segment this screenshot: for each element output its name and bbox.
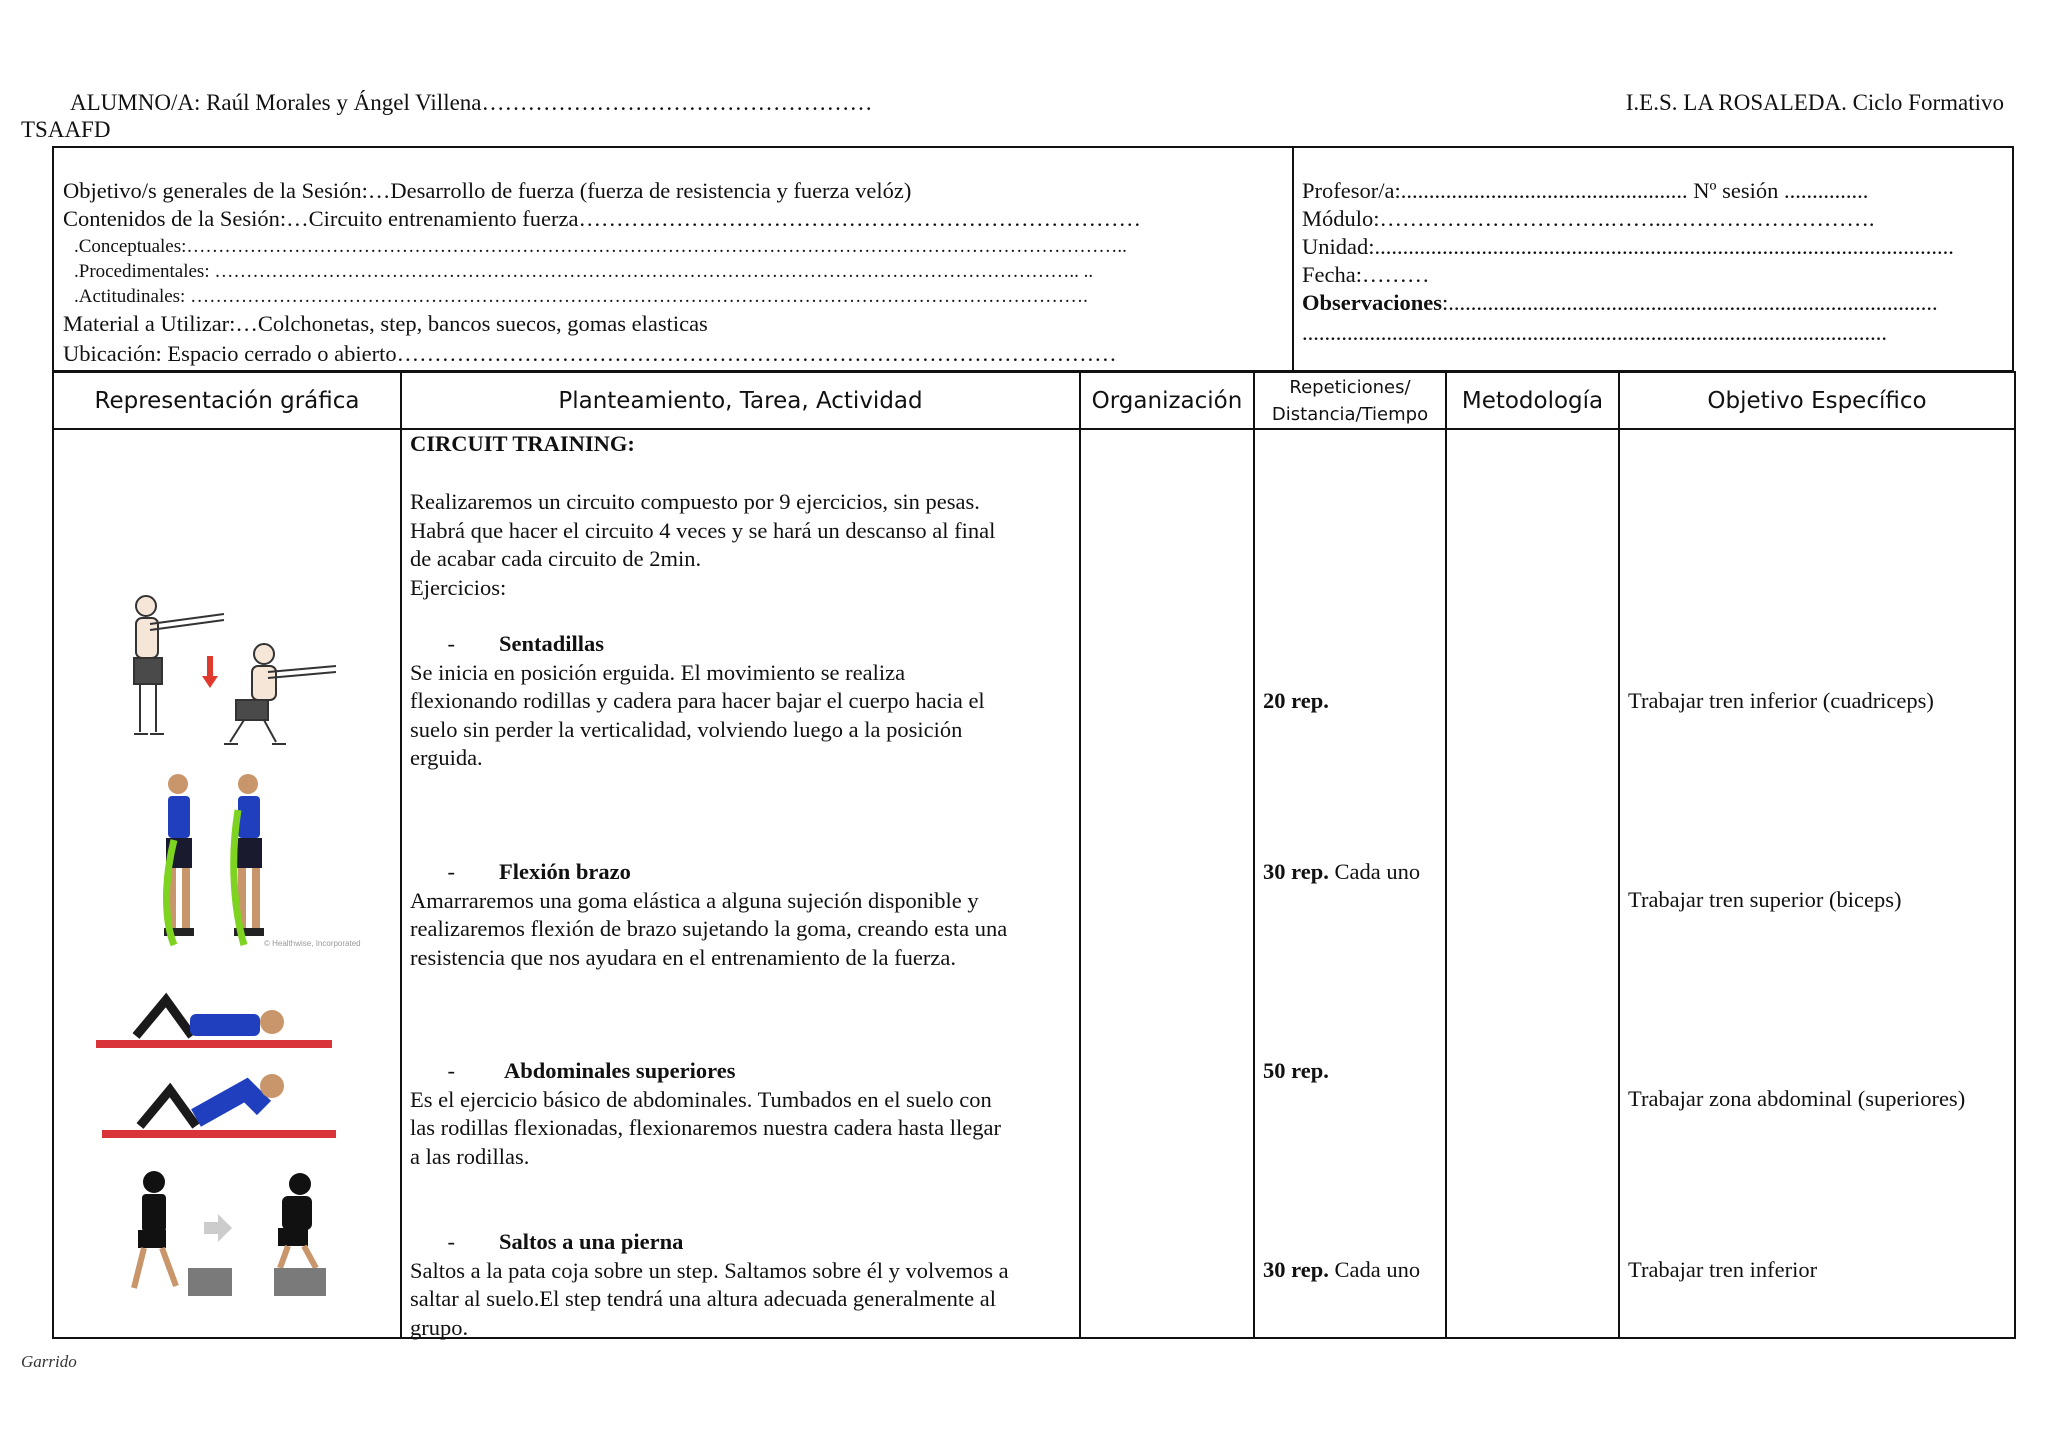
exercise-block <box>410 1228 1075 1342</box>
session-objectives: Objetivo/s generales de la Sesión:…Desarrollo de fuerza (fuerza de resistencia y fuerza velóz) <box>63 178 912 203</box>
crunch-illustration <box>96 978 336 1148</box>
exercise-title: - Abdominales superiores <box>447 1058 736 1083</box>
col-header-graphic: Representación gráfica <box>53 372 401 429</box>
footer-signature: Garrido <box>21 1352 77 1371</box>
exercise-desc-line: grupo. <box>410 1314 469 1340</box>
reps-value: 20 rep. <box>1263 688 1329 713</box>
exercise-desc-line: Se inicia en posición erguida. El movimiento se realiza <box>410 659 906 685</box>
col-header-objective: Objetivo Específico <box>1619 372 2015 429</box>
graphic-cell <box>53 429 401 1338</box>
reps-value: 30 rep. Cada uno <box>1263 1257 1421 1282</box>
col-header-methodology: Metodología <box>1446 372 1619 429</box>
session-plan-table <box>52 371 2016 1339</box>
exercise-desc-line: suelo sin perder la verticalidad, volviendo luego a la posición <box>410 716 963 742</box>
exercise-block <box>410 630 1075 773</box>
attitudinal-line: .Actitudinales: ……………………………………………………………………………………………………………………………. <box>74 286 1088 307</box>
specific-objective: Trabajar tren inferior (cuadriceps) <box>1628 688 1934 713</box>
exercise-desc-line: flexionando rodillas y cadera para hacer bajar el cuerpo hacia el <box>410 688 985 713</box>
image-caption: © Healthwise, Incorporated <box>264 939 361 948</box>
exercise-desc-line: saltar al suelo.El step tendrá una altura adecuada generalmente al <box>410 1286 996 1311</box>
circuit-intro <box>410 488 995 602</box>
material-line: Material a Utilizar:…Colchonetas, step, bancos suecos, gomas elasticas <box>63 311 708 336</box>
info-divider <box>1292 148 1294 370</box>
specific-objective: Trabajar tren superior (biceps) <box>1628 887 1902 912</box>
circuit-title: CIRCUIT TRAINING: <box>410 431 635 456</box>
intro-line: de acabar cada circuito de 2min. <box>410 546 702 571</box>
specific-objective: Trabajar tren inferior <box>1628 1257 1818 1282</box>
intro-line: Realizaremos un circuito compuesto por 9 ejercicios, sin pesas. <box>410 489 980 514</box>
cycle-code: TSAAFD <box>21 117 111 142</box>
observations-dots: :....................................................................................... <box>1442 290 1938 315</box>
jump-illustration <box>104 1168 344 1318</box>
methodology-cell <box>1446 429 1619 1338</box>
exercise-desc-line: Amarraremos una goma elástica a alguna sujeción disponible y <box>410 887 979 913</box>
conceptual-line: .Conceptuales:………………………………………………………………………………………………………………………………….. <box>74 236 1127 257</box>
table-header-row <box>53 372 2015 429</box>
organization-cell <box>1080 429 1254 1338</box>
observations-field <box>1302 290 2007 316</box>
module-field: Módulo:………………………….……..………………………. <box>1302 206 1875 231</box>
exercise-desc-line: erguida. <box>410 745 483 770</box>
intro-line: Ejercicios: <box>410 574 507 600</box>
exercise-desc-line: Saltos a la pata coja sobre un step. Saltamos sobre él y volvemos a <box>410 1257 1009 1283</box>
repetitions-cell <box>1254 429 1446 1338</box>
exercise-desc-line: las rodillas flexionadas, flexionaremos nuestra cadera hasta llegar <box>410 1115 1002 1140</box>
exercise-desc-line: a las rodillas. <box>410 1143 530 1169</box>
exercise-block <box>410 1057 1075 1171</box>
col-header-repetitions: Repeticiones/ Distancia/Tiempo <box>1254 372 1446 429</box>
exercise-title: - Saltos a una pierna <box>447 1229 684 1254</box>
exercise-desc-line: realizaremos flexión de brazo sujetando la goma, creando esta una <box>410 916 1008 941</box>
specific-objective: Trabajar zona abdominal (superiores) <box>1628 1086 1966 1111</box>
procedural-line: .Procedimentales: ……………………………………………………………………………………………………………………….. .. <box>74 261 1094 282</box>
session-info-box <box>52 146 2014 372</box>
exercise-title: - Flexión brazo <box>447 859 631 884</box>
reps-value: 50 rep. <box>1263 1058 1329 1083</box>
unit-field: Unidad:....................................................................................................... <box>1302 234 1954 259</box>
col-header-task: Planteamiento, Tarea, Actividad <box>401 372 1080 429</box>
col-header-organization: Organización <box>1080 372 1254 429</box>
objective-cell <box>1619 429 2015 1338</box>
exercise-block <box>410 858 1075 972</box>
exercise-desc-line: Es el ejercicio básico de abdominales. Tumbados en el suelo con <box>410 1086 992 1112</box>
date-field: Fecha:……… <box>1302 262 1430 287</box>
observations-label: Observaciones <box>1302 290 1442 315</box>
location-line: Ubicación: Espacio cerrado o abierto…………………………………………………………………………………… <box>63 341 1117 366</box>
intro-line: Habrá que hacer el circuito 4 veces y se hará un descanso al final <box>410 517 996 543</box>
squat-illustration <box>104 592 344 752</box>
session-contents: Contenidos de la Sesión:…Circuito entrenamiento fuerza………………………………………………………………… <box>63 206 1141 231</box>
table-row <box>53 429 2015 1338</box>
school-name: I.E.S. LA ROSALEDA. Ciclo Formativo <box>1625 90 2004 115</box>
exercise-title: - Sentadillas <box>447 631 605 656</box>
band-curl-illustration <box>154 770 394 960</box>
task-cell <box>401 429 1080 1338</box>
exercise-desc-line: resistencia que nos ayudara en el entrenamiento de la fuerza. <box>410 944 956 970</box>
reps-value: 30 rep. Cada uno <box>1263 859 1421 884</box>
observations-line-2: ........................................................................................................ <box>1302 320 1887 345</box>
student-names: ALUMNO/A: Raúl Morales y Ángel Villena…………………………………………… <box>70 90 873 115</box>
teacher-field: Profesor/a:................................................... Nº sesión ............... <box>1302 178 1869 203</box>
